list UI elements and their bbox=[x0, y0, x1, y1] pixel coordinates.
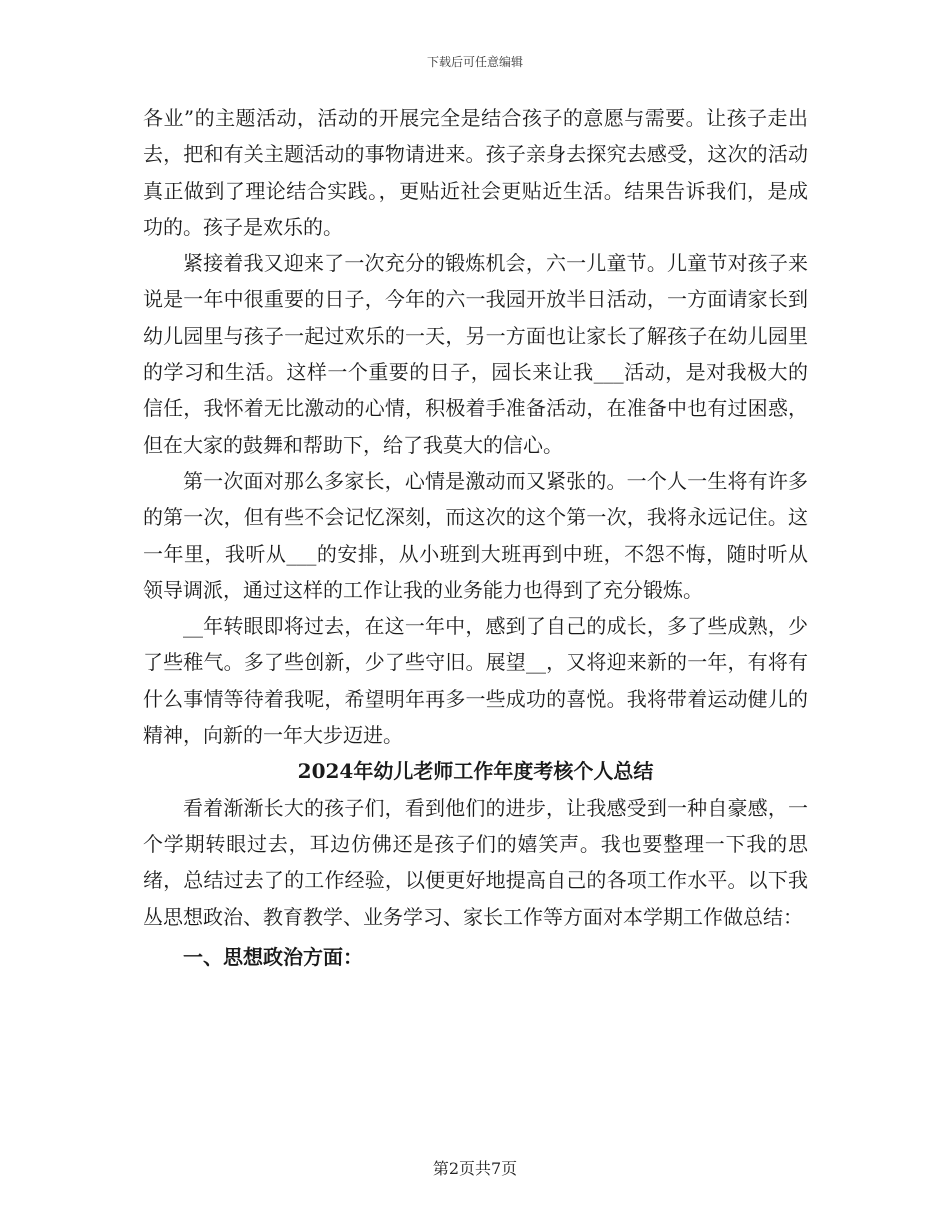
paragraph-3: 第一次面对那么多家长，心情是激动而又紧张的。一个人一生将有许多的第一次，但有些不会记忆深刻，而这次的这个第一次，我将永远记住。这一年里，我听从___的安排，从小班到大班再到中班，不怨不悔，随时听从领导调派，通过这样的工作让我的业务能力也得到了充分锻炼。 bbox=[143, 468, 808, 602]
section-heading: 一、思想政治方面： bbox=[183, 944, 363, 969]
document-title: 2024年幼儿老师工作年度考核个人总结 bbox=[297, 759, 654, 784]
intro-paragraph: 看着渐渐长大的孩子们，看到他们的进步，让我感受到一种自豪感，一个学期转眼过去，耳边仿佛还是孩子们的嬉笑声。我也要整理一下我的思绪，总结过去了的工作经验，以便更好地提高自己的各项工作水平。以下我丛思想政治、教育教学、业务学习、家长工作等方面对本学期工作做总结： bbox=[143, 795, 808, 929]
paragraph-1: 各业”的主题活动，活动的开展完全是结合孩子的意愿与需要。让孩子走出去，把和有关主题活动的事物请进来。孩子亲身去探究去感受，这次的活动真正做到了理论结合实践。，更贴近社会更贴近生活。结果告诉我们，是成功的。孩子是欢乐的。 bbox=[143, 106, 808, 239]
page-footer: 第2页共7页 bbox=[432, 1159, 518, 1178]
paragraph-2: 紧接着我又迎来了一次充分的锻炼机会，六一儿童节。儿童节对孩子来说是一年中很重要的日子，今年的六一我园开放半日活动，一方面请家长到幼儿园里与孩子一起过欢乐的一天，另一方面也让家长了解孩子在幼儿园里的学习和生活。这样一个重要的日子，园长来让我___活动，是对我极大的信任，我怀着无比激动的心情，积极着手准备活动，在准备中也有过困惑，但在大家的鼓舞和帮助下，给了我莫大的信心。 bbox=[143, 251, 808, 457]
document-body bbox=[143, 100, 808, 975]
paragraph-4: __年转眼即将过去，在这一年中，感到了自己的成长，多了些成熟，少了些稚气。多了些创新，少了些守旧。展望__，又将迎来新的一年，有将有什么事情等待着我呢，希望明年再多一些成功的喜悦。我将带着运动健儿的精神，向新的一年大步迈进。 bbox=[143, 614, 808, 748]
page-header: 下载后可任意编辑 bbox=[426, 55, 523, 69]
